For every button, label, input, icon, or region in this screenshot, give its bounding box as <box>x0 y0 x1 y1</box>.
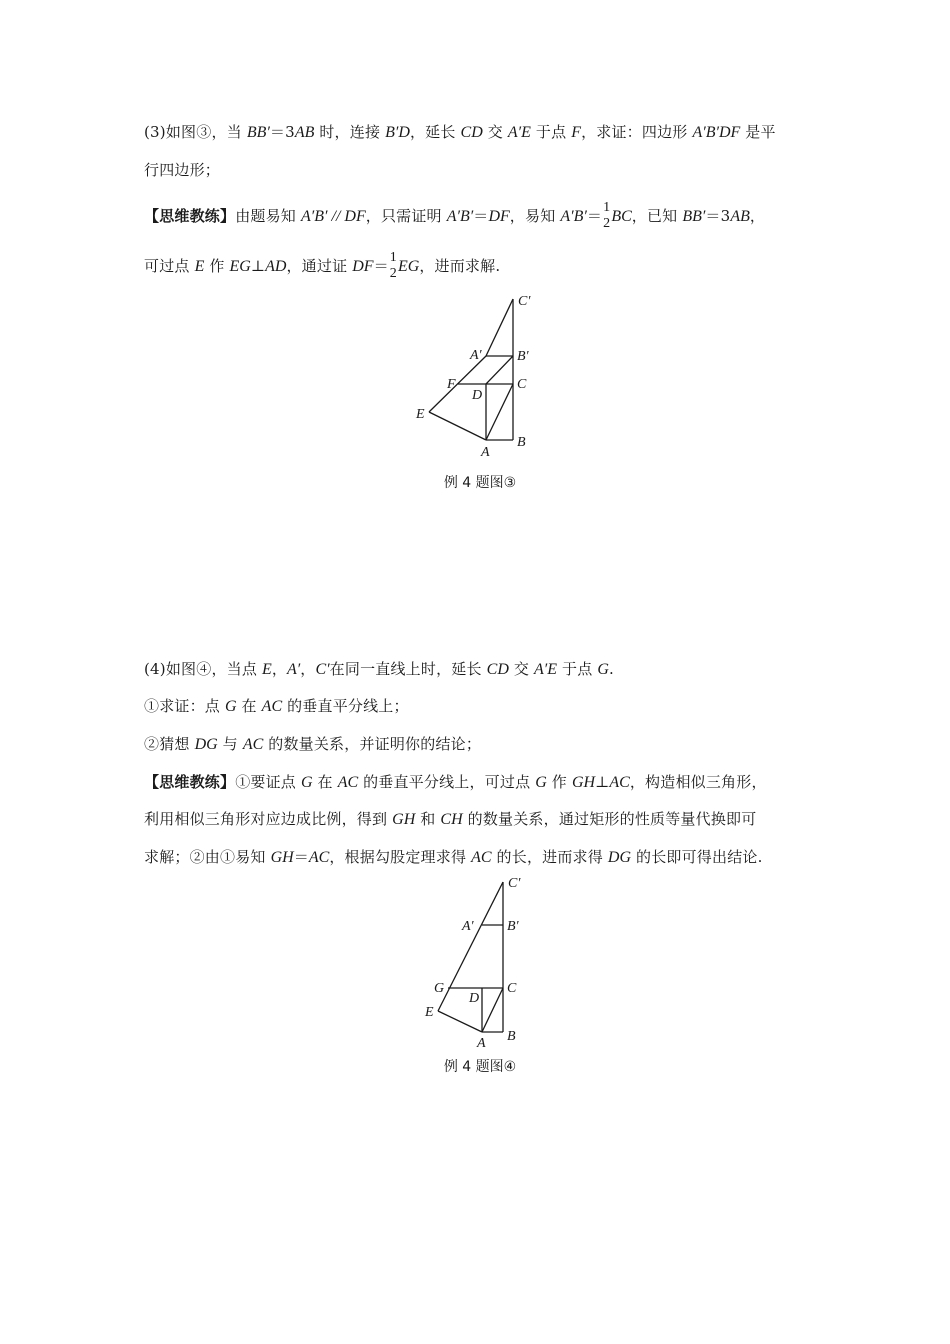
math: A′B′ <box>560 208 587 225</box>
math: GH <box>392 811 416 828</box>
label-e: E <box>416 407 425 422</box>
math: A′B′ <box>446 208 474 225</box>
label-b: B <box>517 435 526 450</box>
text: ， <box>271 660 288 678</box>
label-c: C <box>517 377 527 392</box>
figure-3-caption: 例 4 题图③ <box>443 475 517 491</box>
text: ，进而求解. <box>419 257 501 275</box>
text: 利用相似三角形对应边成比例，得到 <box>144 810 393 828</box>
math: BB′ <box>682 208 706 225</box>
math: E <box>194 258 205 275</box>
label-b-prime: B′ <box>507 919 519 934</box>
math: AC <box>337 774 359 791</box>
label-a-prime: A′ <box>462 919 474 934</box>
text: 的垂直平分线上，可过点 <box>358 773 536 791</box>
hint-tag: 【思维教练】 <box>144 773 236 791</box>
fraction-numerator: 1 <box>603 200 611 215</box>
text: 在 <box>312 773 338 791</box>
math: A′E <box>534 661 558 678</box>
text: ，已知 <box>631 207 683 225</box>
text: 时，连接 <box>314 123 386 141</box>
math: AB <box>294 124 315 141</box>
text: 和 <box>415 810 441 828</box>
label-a-prime: A′ <box>470 348 482 363</box>
text: ，根据勾股定理求得 <box>329 848 472 866</box>
math: DF <box>352 258 374 275</box>
hint-tag: 【思维教练】 <box>144 207 236 225</box>
text: (4)如图④，当点 <box>144 660 263 678</box>
text: 由题易知 <box>235 207 301 225</box>
label-d: D <box>472 388 483 403</box>
text: 在 <box>236 697 262 715</box>
math: G <box>597 661 609 678</box>
label-c: C <box>507 981 517 996</box>
math: A′ <box>287 661 301 678</box>
text: ⊥ <box>595 773 610 791</box>
text: 于点 <box>530 123 572 141</box>
math: G <box>535 774 547 791</box>
text: ①求证：点 <box>144 697 225 715</box>
figure-4-caption: 例 4 题图④ <box>443 1059 517 1075</box>
text: ⊥ <box>250 257 266 275</box>
math: DF <box>488 208 510 225</box>
math: BC <box>611 208 632 225</box>
math: AC <box>308 849 330 866</box>
math: AD <box>265 258 287 275</box>
math: BB′ <box>246 124 270 141</box>
text: 的长，进而求得 <box>491 848 608 866</box>
text: 的垂直平分线上； <box>282 697 409 715</box>
math: E <box>262 661 272 678</box>
text: ，只需证明 <box>365 207 447 225</box>
text: ＝ <box>293 848 309 866</box>
text: ②猜想 <box>144 735 195 753</box>
math: C′ <box>315 661 330 678</box>
math: DG <box>194 736 218 753</box>
segment-e-a <box>438 1011 482 1032</box>
text: 的长即可得出结论. <box>631 848 763 866</box>
text: 是平 <box>740 123 776 141</box>
text: ＝ <box>586 207 603 225</box>
text: ，延长 <box>409 123 461 141</box>
math: A′E <box>507 124 531 141</box>
math: GH <box>270 849 294 866</box>
math: CH <box>440 811 463 828</box>
math: B′D <box>385 124 410 141</box>
label-f: F <box>447 377 456 392</box>
text: 交 <box>482 123 508 141</box>
math: AC <box>261 698 283 715</box>
text: 的数量关系，并证明你的结论； <box>263 735 482 753</box>
label-g: G <box>434 981 445 996</box>
text: . <box>608 660 614 678</box>
fraction-numerator: 1 <box>389 250 397 265</box>
math: EG <box>229 258 251 275</box>
math: EG <box>397 258 420 275</box>
label-b-prime: B′ <box>517 349 529 364</box>
text: ＝ <box>473 207 489 225</box>
text: ＝3 <box>269 123 295 141</box>
math: G <box>300 774 313 791</box>
label-e: E <box>425 1005 434 1020</box>
label-a: A <box>477 1036 486 1051</box>
text: (3)如图③，当 <box>144 123 247 141</box>
math: DG <box>607 849 632 866</box>
fraction-denominator: 2 <box>389 266 397 281</box>
text: ，构造相似三角形， <box>629 773 767 791</box>
text: 求解；②由①易知 <box>144 848 271 866</box>
label-c-prime: C′ <box>518 294 531 309</box>
text: 作 <box>204 257 230 275</box>
text: 交 <box>508 660 535 678</box>
text: 的数量关系，通过矩形的性质等量代换即可 <box>462 810 757 828</box>
text: 作 <box>546 773 572 791</box>
math: A′B′DF <box>692 124 741 141</box>
text: ＝3 <box>705 207 731 225</box>
math: AC <box>609 774 630 791</box>
text: 于点 <box>557 660 598 678</box>
text: ，求证：四边形 <box>581 123 693 141</box>
label-d: D <box>469 991 480 1006</box>
label-b: B <box>507 1029 516 1044</box>
math: AC <box>242 736 264 753</box>
label-c-prime: C′ <box>508 876 521 891</box>
text: ，通过证 <box>286 257 353 275</box>
math: AC <box>471 849 492 866</box>
text: ＝ <box>373 257 389 275</box>
math: CD <box>460 124 483 141</box>
text: 在同一直线上时，延长 <box>329 660 487 678</box>
math: A′B′ // DF <box>300 208 366 225</box>
label-a: A <box>481 445 490 460</box>
text: 与 <box>217 735 243 753</box>
text: ， <box>749 207 766 225</box>
math: CD <box>486 661 509 678</box>
segment-c-a <box>482 988 503 1032</box>
math: AB <box>730 208 750 225</box>
math: GH <box>571 774 596 791</box>
text: 可过点 <box>144 257 195 275</box>
text: ①要证点 <box>235 773 301 791</box>
question-3-line-2: 行四边形； <box>144 161 221 179</box>
math: G <box>224 698 237 715</box>
text: ， <box>300 660 316 678</box>
math: F <box>571 124 582 141</box>
text: ，易知 <box>509 207 561 225</box>
fraction-denominator: 2 <box>603 216 611 231</box>
